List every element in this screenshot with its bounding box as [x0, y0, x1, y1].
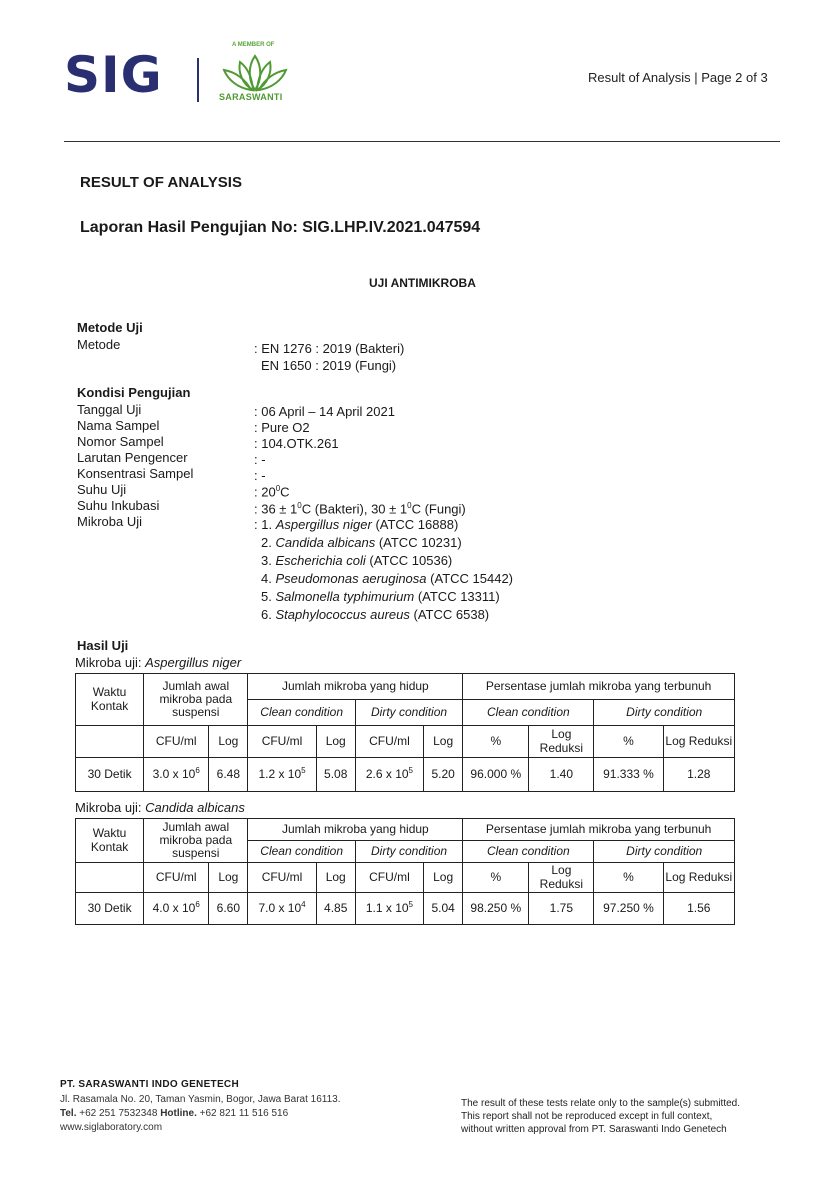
nama-value: : Pure O2: [254, 420, 310, 435]
metode-label: Metode: [77, 337, 121, 352]
dirty-cfu-cell: 1.1 x $10^5$: [355, 893, 423, 925]
kondisi-heading: Kondisi Pengujian: [77, 385, 191, 400]
logred-clean-cell: 1.40: [529, 758, 594, 792]
pct-clean-cell: 96.000 %: [463, 758, 529, 792]
larutan-value: : -: [254, 452, 266, 467]
result-table-1: [75, 673, 735, 792]
dirty-header: Dirty condition: [594, 841, 735, 863]
logo-divider: [197, 58, 199, 102]
footer-web[interactable]: www.siglaboratory.com: [60, 1122, 163, 1133]
logred-dirty-cell: 1.56: [663, 893, 734, 925]
cfu-header: CFU/ml: [248, 726, 316, 758]
tanggal-label: Tanggal Uji: [77, 402, 142, 417]
metode-line2: EN 1650 : 2019 (Fungi): [261, 358, 397, 373]
awal-cfu-cell: 4.0 x $10^6$: [144, 893, 209, 925]
konsentrasi-value: : -: [254, 468, 266, 483]
lotus-logo-icon: [218, 52, 293, 92]
waktu-header: Waktu Kontak: [76, 819, 144, 863]
cfu-header: CFU/ml: [144, 863, 209, 893]
footer-disclaimer-1: The result of these tests relate only to the sample(s) submitted.: [461, 1098, 741, 1109]
microbe-item: 2. Candida albicans (ATCC 10231): [261, 535, 462, 550]
microbe-item: 4. Pseudomonas aeruginosa (ATCC 15442): [261, 571, 513, 586]
microbe-item: 6. Staphylococcus aureus (ATCC 6538): [261, 607, 490, 622]
nomor-value: : 104.OTK.261: [254, 436, 339, 451]
nomor-label: Nomor Sampel: [77, 434, 164, 449]
footer-contact: Tel. +62 251 7532348 Hotline. +62 821 11 516 516: [60, 1108, 289, 1119]
result-table-2: [75, 818, 735, 925]
suhu-label: Suhu Uji: [77, 482, 127, 497]
dirty-cfu-cell: 2.6 x $10^5$: [355, 758, 423, 792]
footer-disclaimer-2: This report shall not be reproduced except in full context,: [461, 1111, 713, 1122]
microbe-item: : 1. Aspergillus niger (ATCC 16888): [254, 517, 459, 532]
suhu-value: : $20^0C$: [254, 484, 290, 500]
log-header: Log: [209, 726, 248, 758]
footer-address: Jl. Rasamala No. 20, Taman Yasmin, Bogor, Jawa Barat 16113.: [60, 1094, 341, 1105]
dirty-header: Dirty condition: [355, 700, 462, 726]
dirty-log-cell: 5.20: [424, 758, 463, 792]
microbe-item: 3. Escherichia coli (ATCC 10536): [261, 553, 453, 568]
header-divider: [64, 141, 780, 142]
table2-microbe: Mikroba uji: Candida albicans: [75, 800, 245, 815]
clean-header: Clean condition: [248, 841, 355, 863]
larutan-label: Larutan Pengencer: [77, 450, 188, 465]
mikroba-label: Mikroba Uji: [77, 514, 143, 529]
dirty-header: Dirty condition: [355, 841, 462, 863]
metode-line1: : EN 1276 : 2019 (Bakteri): [254, 341, 405, 356]
logred-clean-cell: 1.75: [529, 893, 594, 925]
awal-log-cell: 6.60: [209, 893, 248, 925]
clean-log-cell: 5.08: [316, 758, 355, 792]
pct-header: %: [463, 863, 529, 893]
clean-header: Clean condition: [463, 841, 594, 863]
test-name: UJI ANTIMIKROBA: [369, 276, 476, 290]
jumlah-awal-header: Jumlah awal mikroba pada suspensi: [144, 819, 248, 863]
pct-header: %: [594, 863, 663, 893]
hasil-heading: Hasil Uji: [77, 638, 129, 653]
clean-log-cell: 4.85: [316, 893, 355, 925]
jumlah-hidup-header: Jumlah mikroba yang hidup: [248, 819, 463, 841]
member-label: A MEMBER OF: [232, 42, 275, 48]
table-row: [76, 893, 735, 925]
report-number: Laporan Hasil Pengujian No: SIG.LHP.IV.2021.047594: [80, 219, 481, 236]
nama-label: Nama Sampel: [77, 418, 160, 433]
footer-company: PT. SARASWANTI INDO GENETECH: [60, 1079, 239, 1090]
table1-microbe: Mikroba uji: Aspergillus niger: [75, 655, 242, 670]
clean-cfu-cell: 1.2 x $10^5$: [248, 758, 316, 792]
persentase-header: Persentase jumlah mikroba yang terbunuh: [463, 674, 735, 700]
log-reduksi-header: Log Reduksi: [663, 726, 734, 758]
cfu-header: CFU/ml: [355, 726, 423, 758]
log-reduksi-header: Log Reduksi: [529, 726, 594, 758]
log-reduksi-header: Log Reduksi: [529, 863, 594, 893]
pct-dirty-cell: 91.333 %: [594, 758, 663, 792]
cfu-header: CFU/ml: [144, 726, 209, 758]
saraswanti-brand: SARASWANTI: [219, 92, 283, 102]
log-header: Log: [209, 863, 248, 893]
inkubasi-label: Suhu Inkubasi: [77, 498, 160, 513]
log-header: Log: [424, 726, 463, 758]
log-reduksi-header: Log Reduksi: [663, 863, 734, 893]
pct-header: %: [594, 726, 663, 758]
waktu-cell: 30 Detik: [76, 758, 144, 792]
cfu-header: CFU/ml: [355, 863, 423, 893]
clean-cfu-cell: 7.0 x $10^4$: [248, 893, 316, 925]
jumlah-awal-header: Jumlah awal mikroba pada suspensi: [144, 674, 248, 726]
cfu-header: CFU/ml: [248, 863, 316, 893]
clean-header: Clean condition: [248, 700, 355, 726]
footer-disclaimer-3: without written approval from PT. Saraswanti Indo Genetech: [461, 1124, 727, 1135]
persentase-header: Persentase jumlah mikroba yang terbunuh: [463, 819, 735, 841]
awal-cfu-cell: 3.0 x $10^6$: [144, 758, 209, 792]
pct-clean-cell: 98.250 %: [463, 893, 529, 925]
microbe-item: 5. Salmonella typhimurium (ATCC 13311): [261, 589, 500, 604]
waktu-header: Waktu Kontak: [76, 674, 144, 726]
metode-heading: Metode Uji: [77, 320, 143, 335]
jumlah-hidup-header: Jumlah mikroba yang hidup: [248, 674, 463, 700]
page-info: Result of Analysis | Page 2 of 3: [588, 70, 768, 85]
awal-log-cell: 6.48: [209, 758, 248, 792]
table-row: [76, 758, 735, 792]
pct-header: %: [463, 726, 529, 758]
page-title: RESULT OF ANALYSIS: [80, 174, 242, 191]
log-header: Log: [316, 863, 355, 893]
dirty-log-cell: 5.04: [424, 893, 463, 925]
konsentrasi-label: Konsentrasi Sampel: [77, 466, 194, 481]
dirty-header: Dirty condition: [594, 700, 735, 726]
blank-cell: [76, 863, 144, 893]
clean-header: Clean condition: [463, 700, 594, 726]
blank-cell: [76, 726, 144, 758]
waktu-cell: 30 Detik: [76, 893, 144, 925]
pct-dirty-cell: 97.250 %: [594, 893, 663, 925]
log-header: Log: [316, 726, 355, 758]
inkubasi-value: : $36 \pm 1^0C$ (Bakteri), $30 \pm 1^0C$ (Fungi): [254, 501, 466, 517]
logred-dirty-cell: 1.28: [663, 758, 734, 792]
tanggal-value: : 06 April – 14 April 2021: [254, 404, 395, 419]
log-header: Log: [424, 863, 463, 893]
sig-logo: SIG: [64, 46, 163, 104]
